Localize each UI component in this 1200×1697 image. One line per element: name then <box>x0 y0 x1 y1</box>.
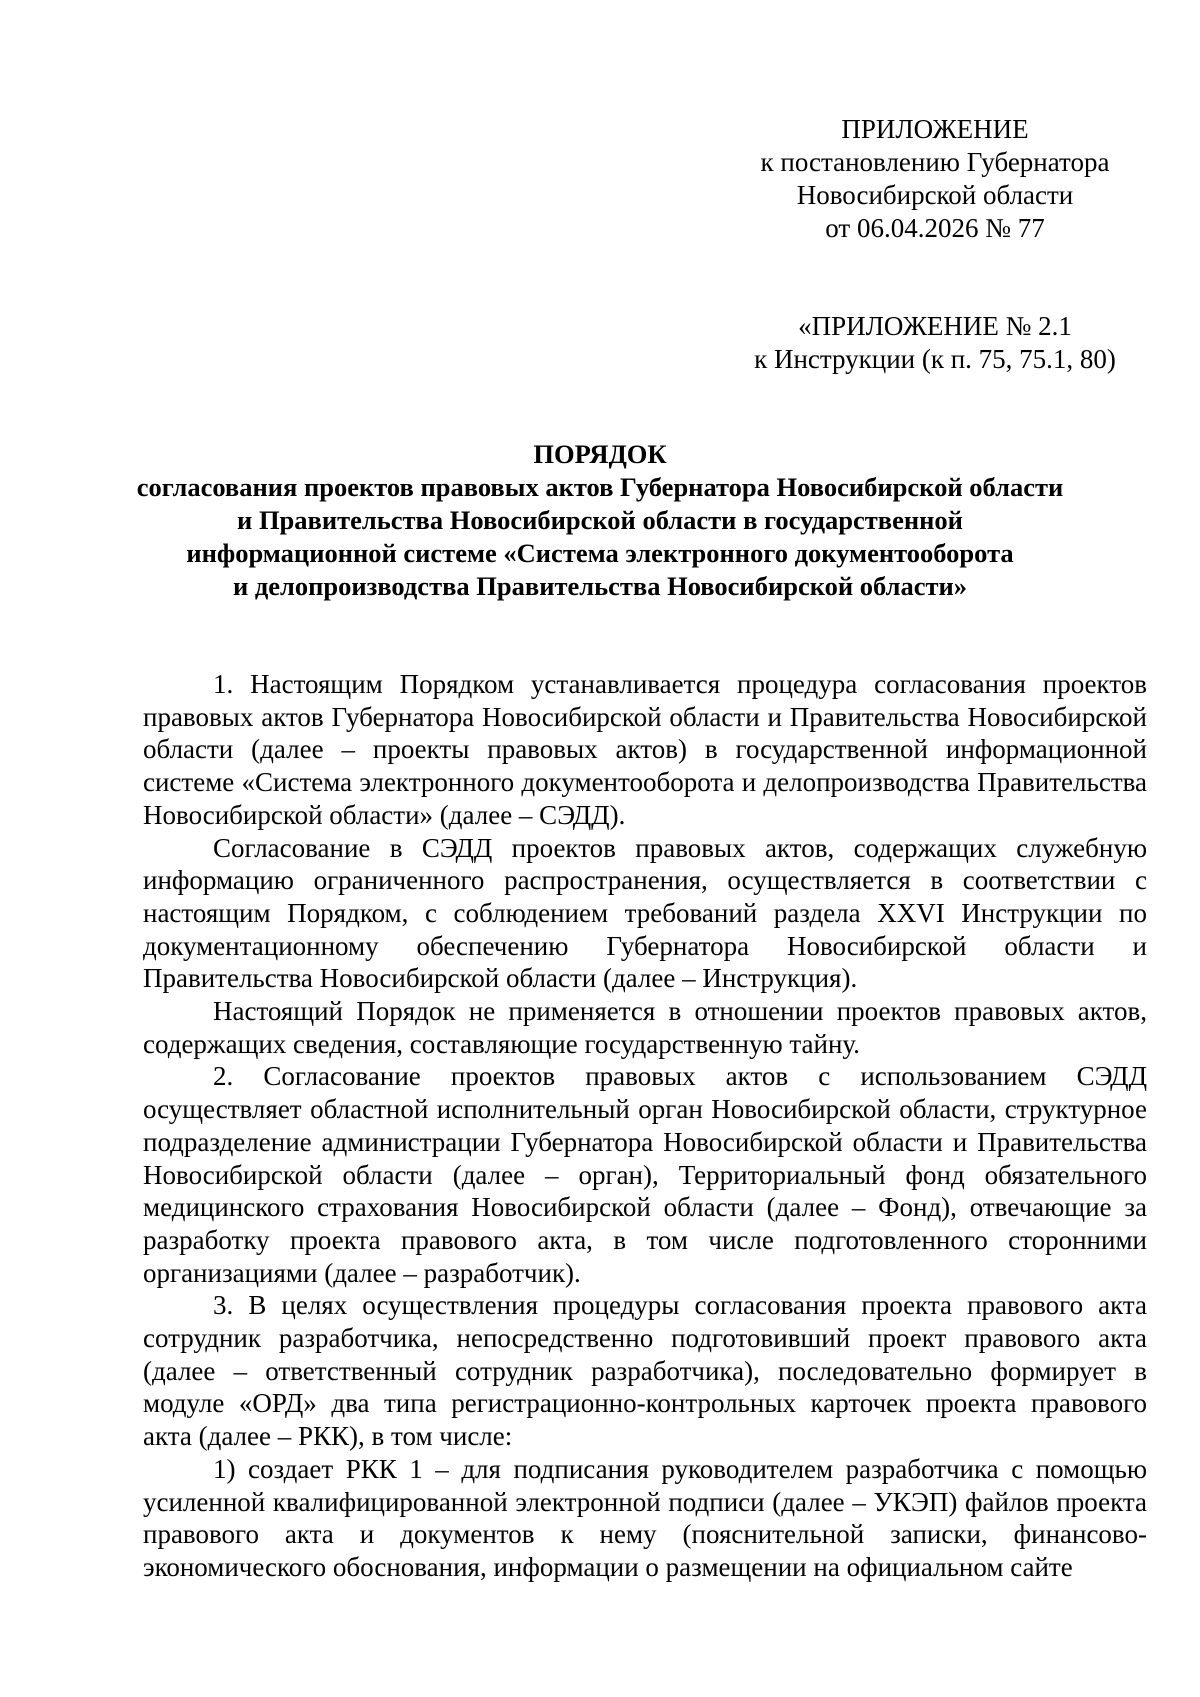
paragraph-4: 2. Согласование проектов правовых актов с использованием СЭДД осуществляет областной исполнительный орган Новосибирской области, структурное подразделение администрации Губернатора Новосибирской области и Правительства Новосибирской области (далее – орган), Территориальный фонд обязательного медицинского страхования Новосибирской области (далее – Фонд), отвечающие за разработку проекта правового акта, в том числе подготовленного сторонними организациями (далее – разработчик). <box>143 1061 1147 1288</box>
appendix-line-2: к Инструкции (к п. 75, 75.1, 80) <box>754 344 1116 374</box>
paragraph-5: 3. В целях осуществления процедуры согласования проекта правового акта сотрудник разработчика, непосредственно подготовивший проект правового акта (далее – ответственный сотрудник разработчика), последовательно формирует в модуле «ОРД» два типа регистрационно-контрольных карточек проекта правового акта (далее – РКК), в том числе: <box>143 1290 1147 1452</box>
title-line-2: и Правительства Новосибирской области в государственной <box>237 505 963 535</box>
title-line-1: согласования проектов правовых актов Губернатора Новосибирской области <box>136 472 1064 502</box>
paragraph-1: 1. Настоящим Порядком устанавливается процедура согласования проектов правовых актов Губернатора Новосибирской области и Правительства Новосибирской области (далее – проекты правовых актов) в государственной информационной системе «Система электронного документооборота и делопроизводства Правительства Новосибирской области» (далее – СЭДД). <box>143 669 1147 830</box>
approval-header <box>720 113 1150 245</box>
appendix-line-1: «ПРИЛОЖЕНИЕ № 2.1 <box>798 311 1072 341</box>
header-line-1: ПРИЛОЖЕНИЕ <box>841 114 1029 144</box>
header-line-4: от 06.04.2026 № 77 <box>825 213 1045 243</box>
header-line-2: к постановлению Губернатора <box>760 147 1110 177</box>
title-heading: ПОРЯДОК <box>533 439 667 469</box>
document-body <box>143 668 1147 1584</box>
appendix-header <box>720 310 1150 376</box>
paragraph-6: 1) создает РКК 1 – для подписания руководителем разработчика с помощью усиленной квалифицированной электронной подписи (далее – УКЭП) файлов проекта правового акта и документов к нему (пояснительной записки, финансово-экономического обоснования, информации о размещении на официальном сайте <box>143 1453 1147 1582</box>
document-title <box>100 438 1100 603</box>
paragraph-2: Согласование в СЭДД проектов правовых актов, содержащих служебную информацию ограниченного распространения, осуществляется в соответствии с настоящим Порядком, с соблюдением требований раздела XXVI Инструкции по документационному обеспечению Губернатора Новосибирской области и Правительства Новосибирской области (далее – Инструкция). <box>143 832 1147 994</box>
title-line-3: информационной системе «Система электронного документооборота <box>186 538 1014 568</box>
paragraph-3: Настоящий Порядок не применяется в отношении проектов правовых актов, содержащих сведения, составляющие государственную тайну. <box>143 996 1147 1059</box>
title-line-4: и делопроизводства Правительства Новосибирской области» <box>232 571 968 601</box>
header-line-3: Новосибирской области <box>796 180 1074 210</box>
